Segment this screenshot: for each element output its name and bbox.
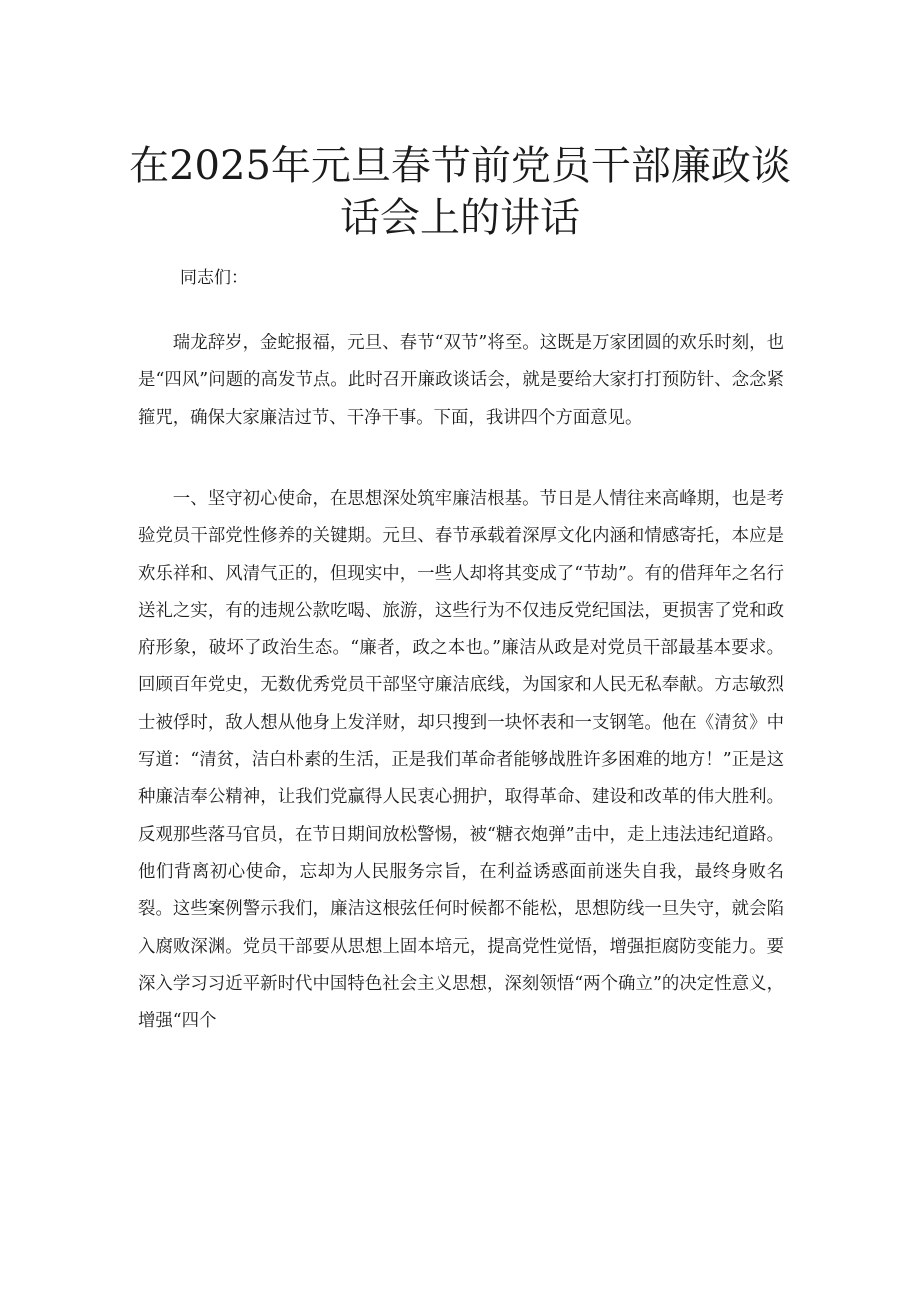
paragraph-intro: 瑞龙辞岁，金蛇报福，元旦、春节“双节”将至。这既是万家团圆的欢乐时刻，也是“四风”问题的高发节点。此时召开廉政谈话会，就是要给大家打打预防针、念念紧箍咒，确保大家廉洁过节、干净干事。下面，我讲四个方面意见。 — [138, 333, 784, 428]
document-title: 在2025年元旦春节前党员干部廉政谈话会上的讲话 — [129, 143, 791, 241]
paragraph-section-one: 一、坚守初心使命，在思想深处筑牢廉洁根基。节日是人情往来高峰期，也是考验党员干部党性修养的关键期。元旦、春节承载着深厚文化内涵和情感寄托，本应是欢乐祥和、风清气正的，但现实中，一些人却将其变成了“节劫”。有的借拜年之名行送礼之实，有的违规公款吃喝、旅游，这些行为不仅违反党纪国法，更损害了党和政府形象，破坏了政治生态。“廉者，政之本也。”廉洁从政是对党员干部最基本要求。回顾百年党史，无数优秀党员干部坚守廉洁底线，为国家和人民无私奉献。方志敏烈士被俘时，敌人想从他身上发洋财，却只搜到一块怀表和一支钢笔。他在《清贫》中写道：“清贫，洁白朴素的生活，正是我们革命者能够战胜许多困难的地方！”正是这种廉洁奉公精神，让我们党赢得人民衷心拥护，取得革命、建设和改革的伟大胜利。反观那些落马官员，在节日期间放松警惕，被“糖衣炮弹”击中，走上违法违纪道路。他们背离初心使命，忘却为人民服务宗旨，在利益诱惑面前迷失自我，最终身败名裂。这些案例警示我们，廉洁这根弦任何时候都不能松，思想防线一旦失守，就会陷入腐败深渊。党员干部要从思想上固本培元，提高党性觉悟，增强拒腐防变能力。要深入学习习近平新时代中国特色社会主义思想，深刻领悟“两个确立”的决定性意义，增强“四个 — [138, 489, 784, 1032]
greeting: 同志们： — [180, 268, 248, 288]
